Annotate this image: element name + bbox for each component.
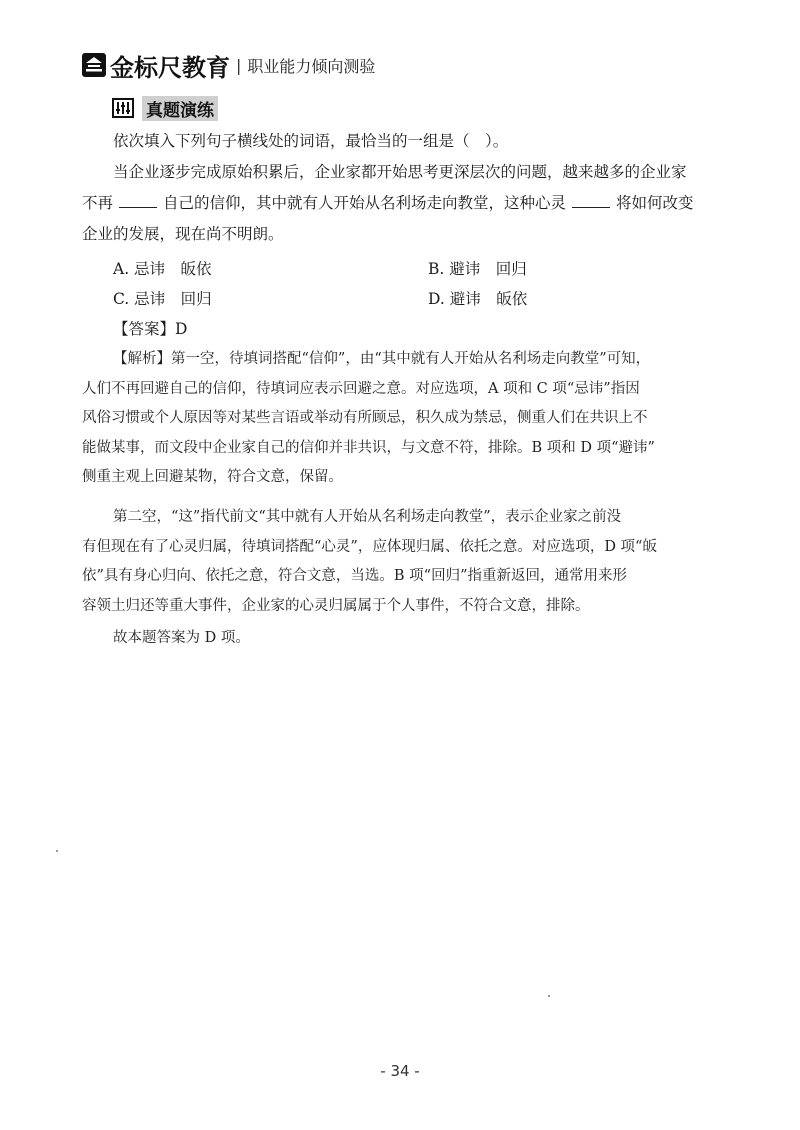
analysis-line: 人们不再回避自己的信仰，待填词应表示回避之意。对应选项，A 项和 C 项“忌讳”指因 [82,381,640,397]
brand-name: 金标尺教育 [110,53,230,82]
option-d: D. 避讳 皈依 [428,290,528,308]
equalizer-icon [112,98,134,118]
question-line-2-a: 不再 [82,194,114,212]
header-subtitle: 职业能力倾向测验 [247,56,376,76]
analysis-line: 容领土归还等重大事件，企业家的心灵归属属于个人事件，不符合文意，排除。 [82,598,590,614]
analysis-line: 侧重主观上回避某物，符合文意，保留。 [82,469,343,485]
header-separator: | [236,55,242,75]
question-line-2-c: 将如何改变 [616,194,694,212]
analysis-line: 有但现在有了心灵归属，待填词搭配“心灵”，应体现归属、依托之意。对应选项，D 项“皈 [82,539,657,555]
question-line-1: 当企业逐步完成原始积累后，企业家都开始思考更深层次的问题，越来越多的企业家 [113,163,687,181]
option-b: B. 避讳 回归 [428,260,527,278]
section-title: 真题演练 [142,96,218,121]
question-prompt: 依次填入下列句子横线处的词语，最恰当的一组是（ ）。 [113,132,509,150]
scan-speck [56,850,58,852]
analysis-line: 【解析】第一空，待填词搭配“信仰”，由“其中就有人开始从名利场走向教堂”可知， [113,351,651,367]
analysis-line: 风俗习惯或个人原因等对某些言语或举动有所顾忌，积久成为禁忌，侧重人们在共识上不 [82,410,648,426]
option-c: C. 忌讳 回归 [113,290,212,308]
analysis-line: 第二空，“这”指代前文“其中就有人开始从名利场走向教堂”，表示企业家之前没 [113,509,622,525]
question-line-2 [82,188,694,219]
answer-blank-2 [572,189,610,208]
analysis-line: 依”具有身心归向、依托之意，符合文意，当选。B 项“回归”指重新返回，通常用来形 [82,568,627,584]
answer-blank-1 [119,189,157,208]
question-line-3: 企业的发展，现在尚不明朗。 [82,225,284,243]
analysis-line: 能做某事，而文段中企业家自己的信仰并非共识，与文意不符，排除。B 项和 D 项“避讳” [82,440,655,456]
question-line-2-b: 自己的信仰，其中就有人开始从名利场走向教堂，这种心灵 [163,194,567,212]
scan-speck [548,995,550,997]
option-a: A. 忌讳 皈依 [113,260,212,278]
page-number: - 34 - [380,1062,420,1080]
page-header [82,50,375,80]
analysis-conclusion: 故本题答案为 D 项。 [113,630,250,646]
section-label [112,96,218,120]
answer-line: 【答案】D [113,320,188,338]
pagoda-logo-icon [82,53,106,77]
